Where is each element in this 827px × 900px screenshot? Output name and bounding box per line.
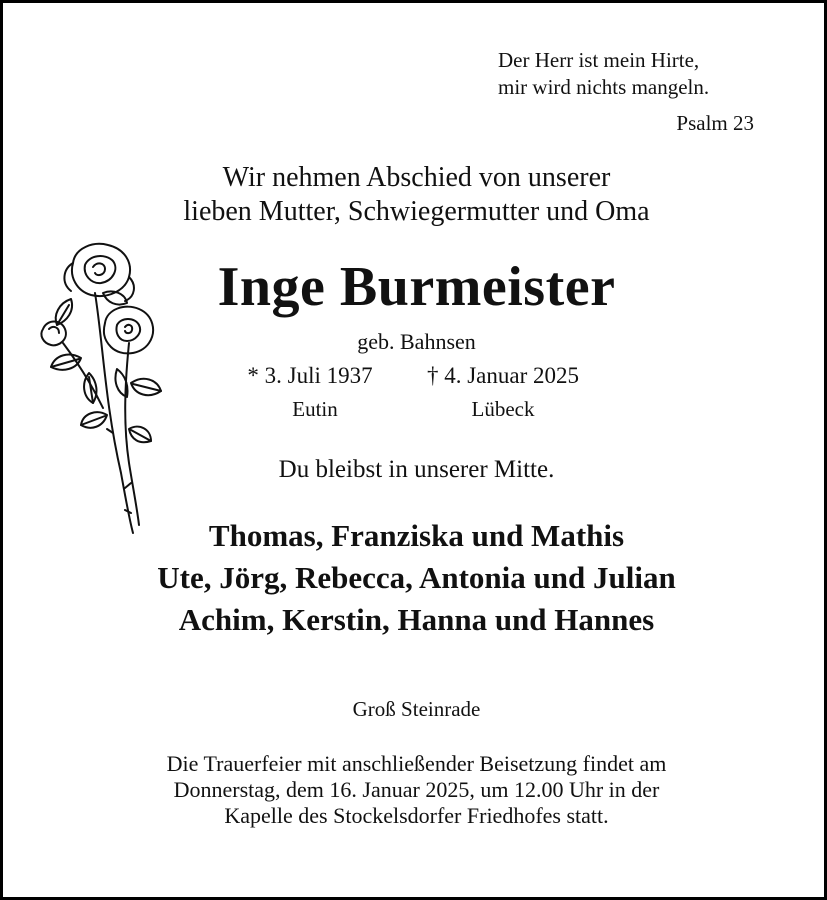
family-list bbox=[3, 515, 827, 641]
family-line: Thomas, Franziska und Mathis bbox=[208, 518, 625, 553]
maiden-name: geb. Bahnsen bbox=[357, 329, 476, 354]
intro-text bbox=[3, 161, 827, 229]
psalm-verse-line-2: mir wird nichts mangeln. bbox=[498, 75, 710, 99]
deceased-name: Inge Burmeister bbox=[217, 256, 616, 318]
birth-place: Eutin bbox=[292, 397, 338, 421]
service-line-2: Donnerstag, dem 16. Januar 2025, um 12.00 Uhr in der bbox=[173, 777, 660, 802]
psalm-reference: Psalm 23 bbox=[676, 111, 754, 135]
psalm-verse-line-1: Der Herr ist mein Hirte, bbox=[498, 48, 700, 72]
intro-line-1: Wir nehmen Abschied von unserer bbox=[222, 162, 611, 193]
birth-date: * 3. Juli 1937 bbox=[247, 363, 373, 388]
psalm-verse bbox=[498, 47, 709, 101]
family-location: Groß Steinrade bbox=[352, 697, 481, 721]
service-line-3: Kapelle des Stockelsdorfer Friedhofes statt. bbox=[224, 803, 609, 828]
service-line-1: Die Trauerfeier mit anschließender Beisetzung findet am bbox=[166, 751, 667, 776]
motto: Du bleibst in unserer Mitte. bbox=[278, 456, 555, 483]
intro-line-2: lieben Mutter, Schwiegermutter und Oma bbox=[183, 196, 650, 227]
death-date: † 4. Januar 2025 bbox=[426, 363, 580, 388]
family-line: Achim, Kerstin, Hanna und Hannes bbox=[178, 602, 655, 637]
funeral-service-info bbox=[3, 751, 827, 829]
death-place: Lübeck bbox=[471, 397, 535, 421]
family-line: Ute, Jörg, Rebecca, Antonia und Julian bbox=[157, 560, 676, 595]
